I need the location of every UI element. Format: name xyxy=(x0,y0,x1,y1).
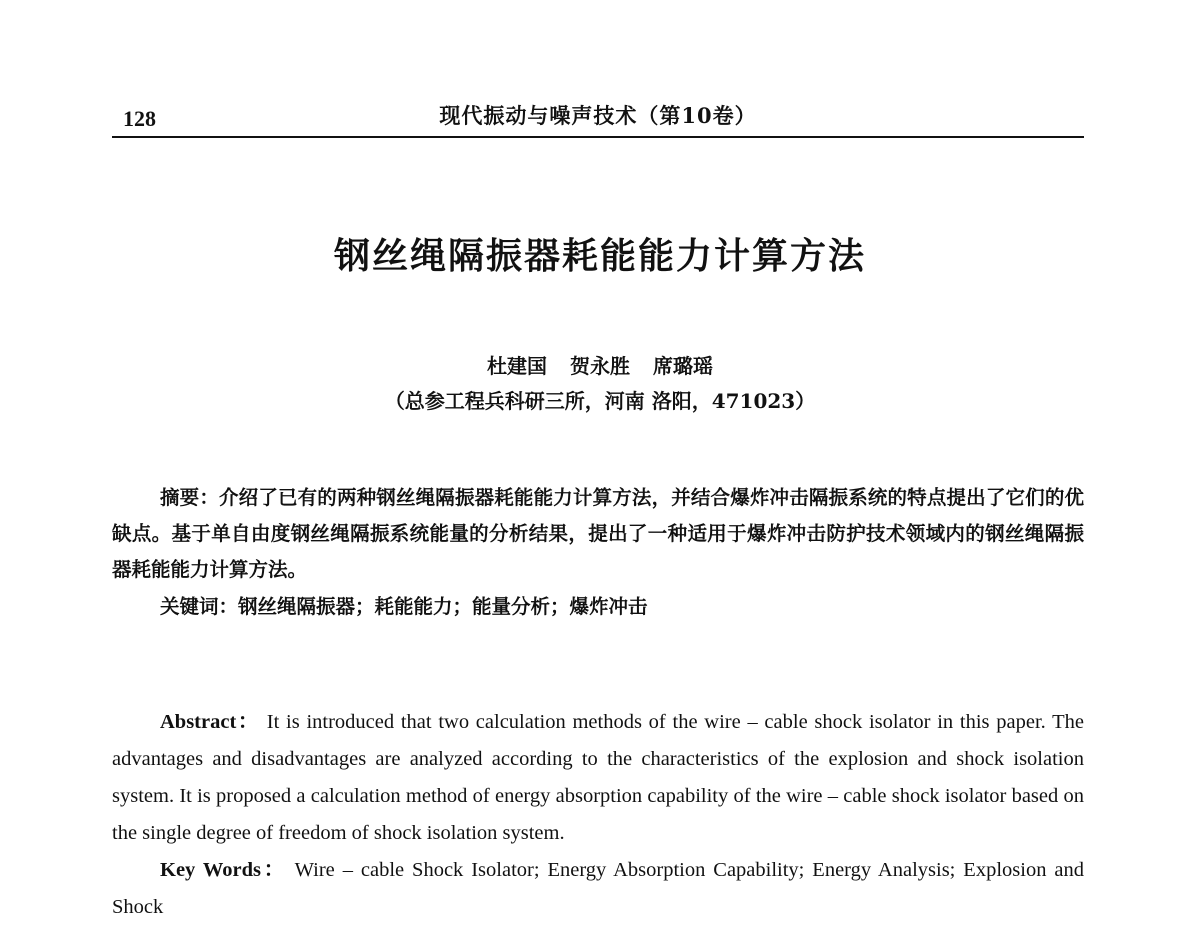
english-keywords-text: Wire – cable Shock Isolator; Energy Absorption Capability; Energy Analysis; Explosion and Shock xyxy=(112,859,1084,918)
chinese-keywords xyxy=(112,589,1084,625)
chinese-abstract xyxy=(112,480,1084,588)
running-head: 现代振动与噪声技术（第10卷） xyxy=(439,103,757,128)
english-abstract-label: Abstract： xyxy=(160,711,261,733)
affiliation: （总参工程兵科研三所，河南 洛阳，471023） xyxy=(384,389,816,413)
english-abstract xyxy=(112,704,1084,852)
page-number: 128 xyxy=(123,106,156,131)
english-abstract-text: It is introduced that two calculation methods of the wire – cable shock isolator in this paper. The advantages and disadvantages are analyzed according to the characteristics of the explosion and shock isolation system. It is proposed a calculation method of energy absorption capability of the wire – cable shock isolator based on the single degree of freedom of shock isolation system. xyxy=(112,711,1085,844)
english-keywords-label: Key Words： xyxy=(160,859,288,881)
paper-title: 钢丝绳隔振器耗能能力计算方法 xyxy=(333,235,866,277)
english-keywords xyxy=(112,852,1084,926)
chinese-abstract-text: 介绍了已有的两种钢丝绳隔振器耗能能力计算方法，并结合爆炸冲击隔振系统的特点提出了它们的优缺点。基于单自由度钢丝绳隔振系统能量的分析结果，提出了一种适用于爆炸冲击防护技术领域内的钢丝绳隔振器耗能能力计算方法。 xyxy=(112,486,1084,581)
chinese-abstract-label: 摘要： xyxy=(160,486,219,509)
chinese-keywords-text: 钢丝绳隔振器；耗能能力；能量分析；爆炸冲击 xyxy=(238,595,648,618)
page-header xyxy=(112,96,1084,138)
chinese-keywords-label: 关键词： xyxy=(160,595,239,618)
authors: 杜建国 贺永胜 席璐瑶 xyxy=(487,354,713,378)
